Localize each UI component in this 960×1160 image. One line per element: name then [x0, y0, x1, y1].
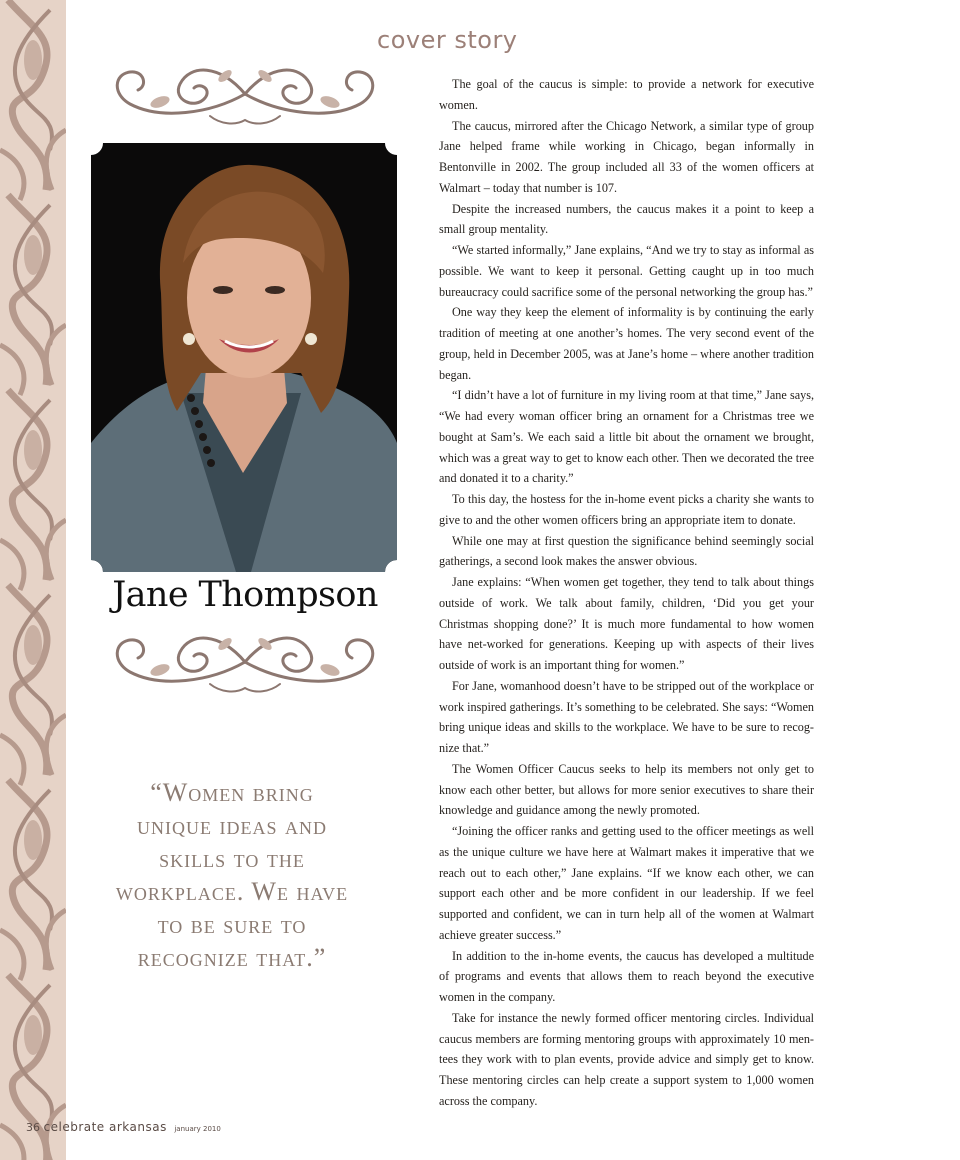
swirl-pattern-icon: [0, 0, 66, 1160]
page-number: 36: [26, 1121, 40, 1134]
bottom-flourish-icon: [100, 622, 390, 702]
top-flourish-icon: [100, 54, 390, 134]
article-paragraph: One way they keep the element of informality is by continuing the early tradition of meeting at one another’s homes. The very second event of the group, held in December 2005, was at Jane’s home – where another tradition began.: [439, 305, 814, 382]
article-paragraph: “We started informally,” Jane explains, “And we try to stay as informal as possible. We want to keep it personal. Getting caught up in too much bureaucracy could sacrifice some of the personal networking the group has.”: [439, 243, 814, 299]
publication-name: celebrate arkansas: [43, 1120, 167, 1134]
article-paragraph: Jane explains: “When women get together, they tend to talk about things outside of work. We talk about family, children, ‘Did you get your Christmas shopping done?’ It is much more fundamental to how women have net-worked for generations. Keeping up with aspects of their lives outside of work is an important thing for women.”: [439, 575, 814, 672]
article-body: [439, 74, 814, 1112]
article-paragraph: In addition to the in-home events, the caucus has developed a multitude of programs and events that allows them to reach beyond the executive women in the company.: [439, 948, 814, 1004]
article-paragraph: The caucus, mirrored after the Chicago Network, a similar type of group Jane helped frame while working in Chicago, began informally in Bentonville in 2002. The group included all 33 of the women officers at Walmart – today that number is 107.: [439, 118, 814, 195]
section-title: cover story: [377, 26, 518, 54]
article-paragraph: The goal of the caucus is simple: to provide a network for executive women.: [439, 77, 814, 112]
article-paragraph: Despite the increased numbers, the caucus makes it a point to keep a small group mentality.: [439, 201, 814, 237]
article-paragraph: To this day, the hostess for the in-home event picks a charity she wants to give to and the other women officers bring an appropriate item to donate.: [439, 492, 814, 527]
issue-date: january 2010: [174, 1125, 221, 1133]
article-paragraph: Take for instance the newly formed officer mentoring circles. Individual caucus members are forming mentoring groups with approximately 10 men-tees they work with to plan events, provide advice and simply get to know. These mentoring circles can help create a support system to 1,000 women across the company.: [439, 1010, 814, 1108]
pull-quote: “Women bring unique ideas and skills to the workplace. We have to be sure to recognize that.”: [115, 778, 349, 972]
person-name: Jane Thompson: [112, 575, 378, 615]
article-paragraph: The Women Officer Caucus seeks to help its members not only get to know each other better, but allows for more senior executives to share their knowledge and guidance among the newly promoted.: [439, 761, 814, 818]
portrait-photo: [91, 143, 397, 572]
side-pattern-band: [0, 0, 66, 1160]
page-footer: [26, 1120, 221, 1134]
article-paragraph: While one may at first question the significance behind seemingly social gatherings, a second look makes the answer obvious.: [439, 533, 814, 569]
article-paragraph: “Joining the officer ranks and getting used to the officer meetings as well as the unique culture we have here at Walmart makes it imperative that we reach out to each other,” Jane explains. “If we know each other, we can support each other and be more confident in our leadership. If we feel supported and confident, we can in turn help all of the women at Walmart achieve greater success.”: [439, 824, 814, 942]
article-paragraph: “I didn’t have a lot of furniture in my living room at that time,” Jane says, “We had every woman officer bring an ornament for a Christmas tree we bought at Sam’s. We each said a little bit about the ornament we brought, which was a great way to get to know each other. Then we decorated the tree and donated it to a charity.”: [439, 388, 814, 486]
article-paragraph: For Jane, womanhood doesn’t have to be stripped out of the workplace or work inspired gatherings. It’s something to be celebrated. She says: “Women bring unique ideas and skills to the workplace. We have to be sure to recog-nize that.”: [439, 678, 814, 755]
